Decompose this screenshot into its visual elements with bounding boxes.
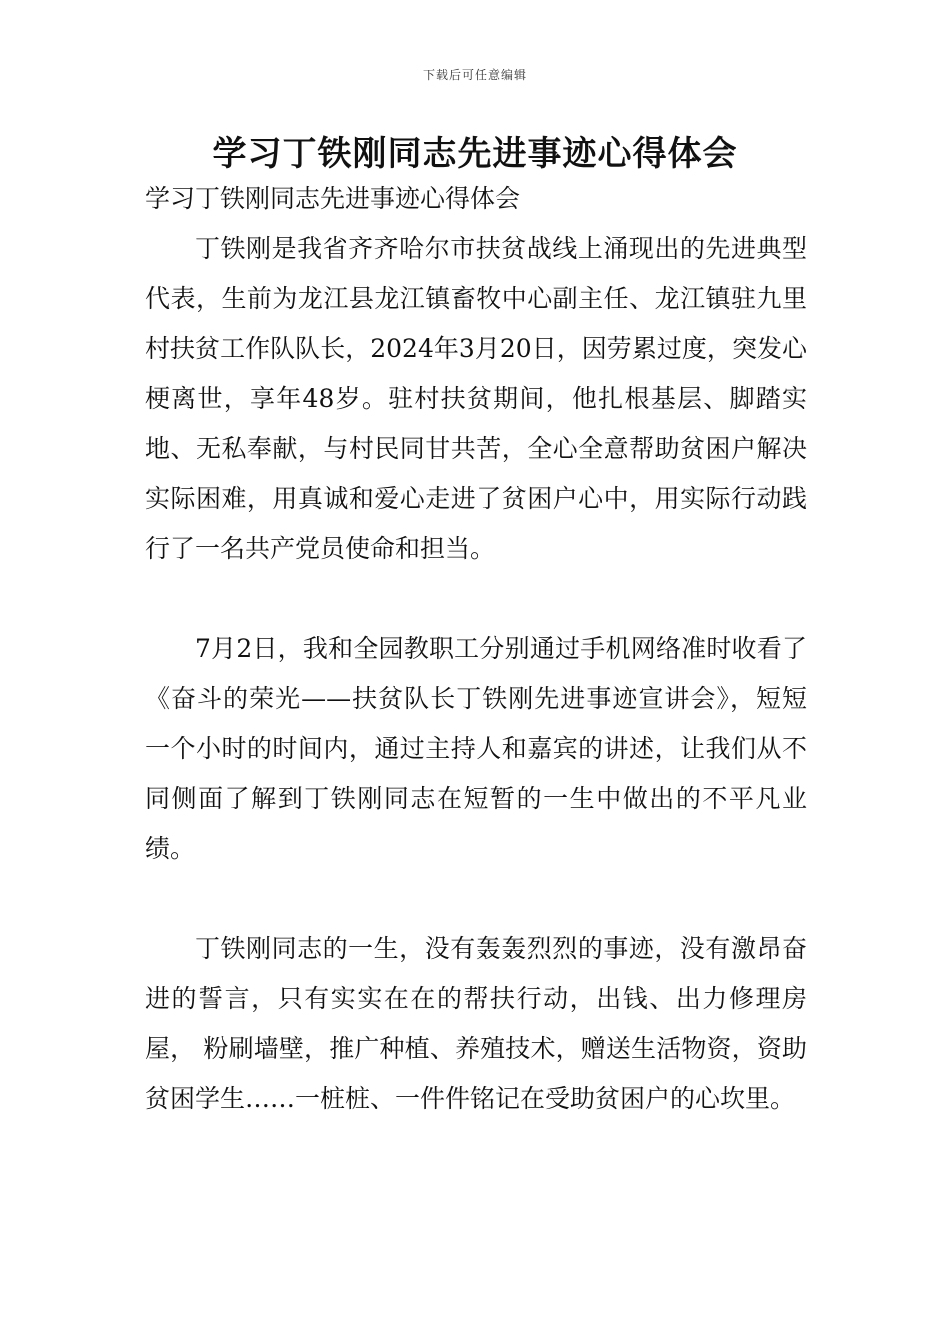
document-title: 学习丁铁刚同志先进事迹心得体会: [212, 134, 738, 174]
paragraph-2: 7月2日，我和全园教职工分别通过手机网络准时收看了《奋斗的荣光——扶贫队长丁铁刚先进事迹宣讲会》，短短一个小时的时间内，通过主持人和嘉宾的讲述，让我们从不同侧面了解到丁铁刚同志在短暂的一生中做出的不平凡业绩。: [145, 634, 807, 863]
paragraph-3: 丁铁刚同志的一生，没有轰轰烈烈的事迹，没有激昂奋进的誓言，只有实实在在的帮扶行动，出钱、出力修理房屋， 粉刷墙壁，推广种植、养殖技术，赠送生活物资，资助贫困学生……一桩桩、一件件铭记在受助贫困户的心坎里。: [145, 934, 807, 1113]
paragraph-1: 丁铁刚是我省齐齐哈尔市扶贫战线上涌现出的先进典型代表，生前为龙江县龙江镇畜牧中心副主任、龙江镇驻九里村扶贫工作队队长，2024年3月20日，因劳累过度，突发心梗离世，享年48岁。驻村扶贫期间，他扎根基层、脚踏实地、无私奉献，与村民同甘共苦，全心全意帮助贫困户解决实际困难，用真诚和爱心走进了贫困户心中，用实际行动践行了一名共产党员使命和担当。: [145, 234, 807, 563]
document-body: [145, 178, 807, 1124]
header-note: 下载后可任意编辑: [422, 68, 527, 82]
document-subtitle: 学习丁铁刚同志先进事迹心得体会: [145, 184, 521, 213]
